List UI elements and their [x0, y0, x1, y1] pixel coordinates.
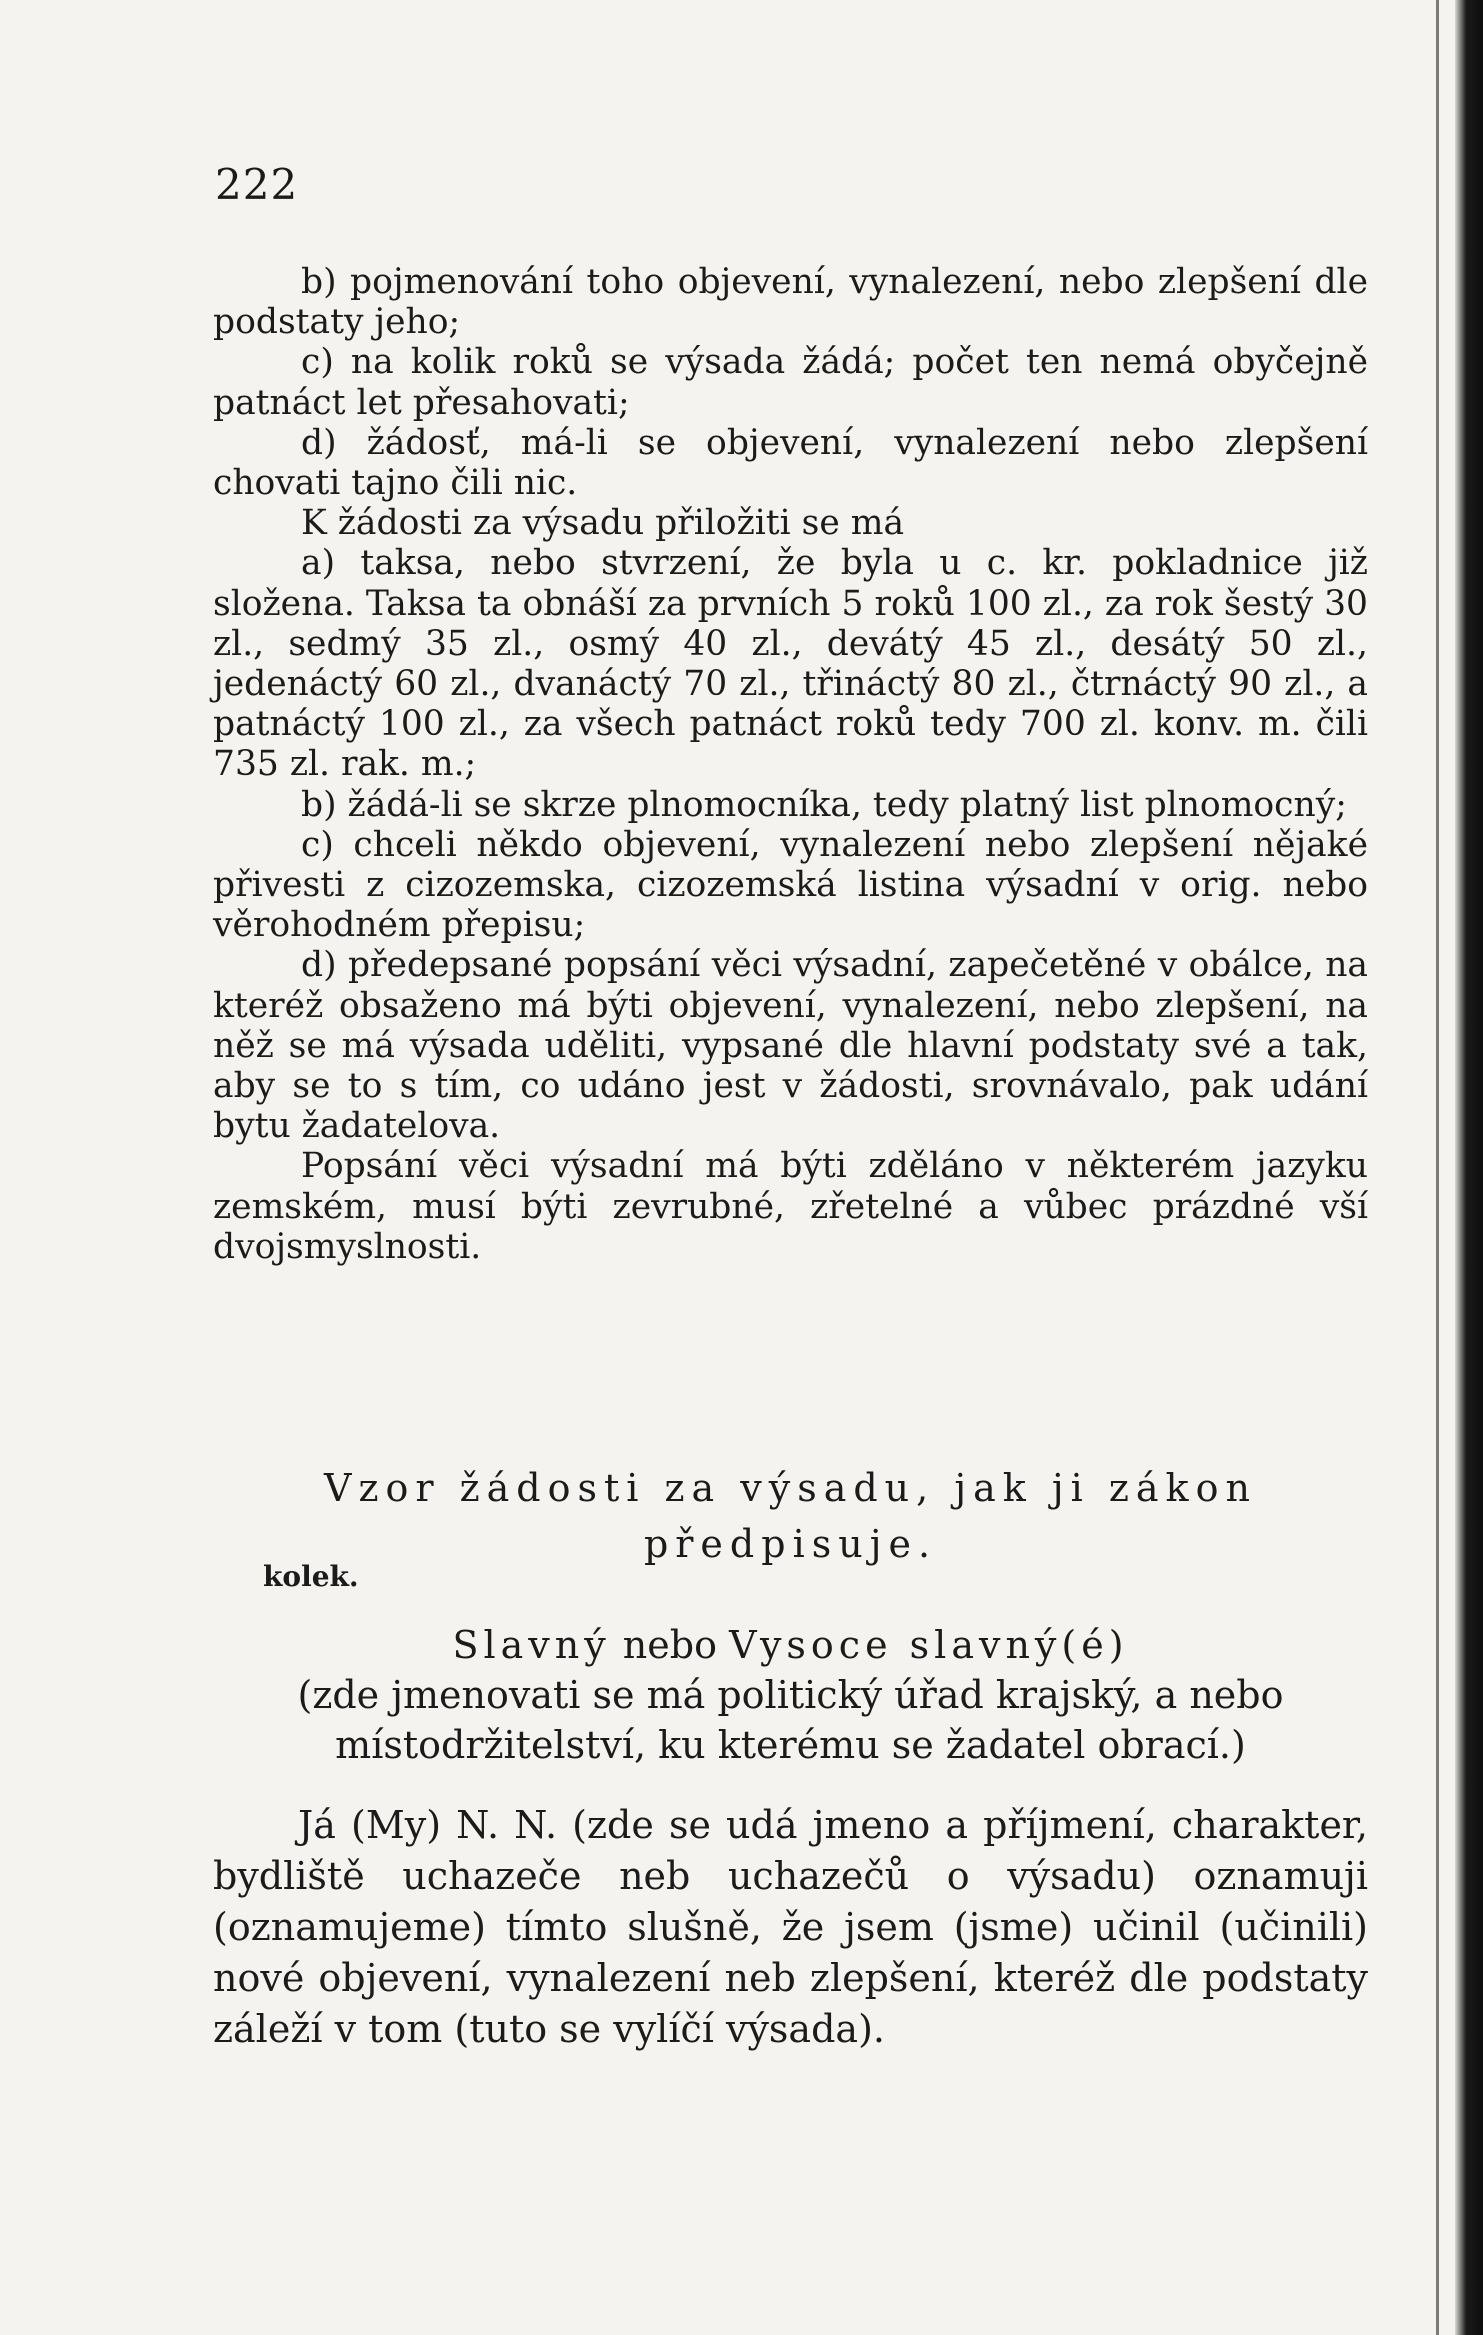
paragraph-attachments-intro: K žádosti za výsadu přiložiti se má — [301, 503, 905, 544]
stamp-label: kolek. — [263, 1560, 359, 1593]
paragraph-c-foreign: c) chceli někdo objevení, vynalezení nebo zlepšení nějaké přivesti z cizozemska, cizozemská listina výsadní v orig. nebo věrohodném přepisu; — [213, 824, 1368, 946]
page-edge-line — [1436, 0, 1439, 2335]
salutation-line-1 — [213, 1620, 1368, 1670]
paragraph-b-power-of-attorney: b) žádá-li se skrze plnomocníka, tedy platný list plnomocný; — [301, 784, 1347, 825]
paragraph-a-fee: a) taksa, nebo stvrzení, že byla u c. kr. pokladnice již složena. Taksa ta obnáší za prvních 5 roků 100 zl., za rok šestý 30 zl., sedmý 35 zl., osmý 40 zl., devátý 45 zl., desátý 50 zl., jedenáctý 60 zl., dvanáctý 70 zl., třináctý 80 zl., čtrnáctý 90 zl., a patnáctý 100 zl., za všech patnáct roků tedy 700 zl. konv. m. čili 735 zl. rak. m.; — [213, 543, 1368, 785]
paragraph-d: d) žádosť, má-li se objevení, vynalezení nebo zlepšení chovati tajno čili nic. — [213, 422, 1368, 504]
paragraph-d-description: d) předepsané popsání věci výsadní, zapečetěné v obálce, na kteréž obsaženo má býti objevení, vynalezení, nebo zlepšení, na něž se má výsada uděliti, vypsané dle hlavní podstaty své a tak, aby se to s tím, co udáno jest v žádosti, srovnávalo, pak udání bytu žadatelova. — [213, 945, 1368, 1147]
paragraph-c: c) na kolik roků se výsada žádá; počet ten nemá obyčejně patnáct let přesahovati; — [213, 342, 1368, 423]
text-block — [213, 262, 1368, 1267]
paragraph-b: b) pojmenování toho objevení, vynalezení, nebo zlepšení dle podstaty jeho; — [213, 262, 1368, 343]
page-number: 222 — [215, 160, 299, 209]
salutation-line-2: (zde jmenovati se má politický úřad krajský, a nebo místodržitelství, ku kterému se žadatel obrací.) — [297, 1673, 1284, 1767]
paragraph-language: Popsání věci výsadní má býti zděláno v některém jazyku zemském, musí býti zevrubné, zřetelné a vůbec prázdné vší dvojsmyslnosti. — [213, 1146, 1368, 1267]
salutation — [213, 1620, 1368, 1770]
salutation-nebo: nebo — [622, 1623, 717, 1667]
form-heading — [213, 1460, 1368, 1593]
form-body — [213, 1800, 1368, 2055]
salutation-slavny: Slavný — [452, 1623, 611, 1667]
salutation-vysoce-slavny: Vysoce slavný(é) — [729, 1623, 1129, 1667]
scan-edge-shadow — [1455, 0, 1483, 2335]
form-body-paragraph: Já (My) N. N. (zde se udá jmeno a příjmení, charakter, bydliště uchazeče neb uchazečů o výsadu) oznamuji (oznamujeme) tímto slušně, že jsem (jsme) učinil (učinili) nové objevení, vynalezení neb zlepšení, kteréž dle podstaty záleží v tom (tuto se vylíčí výsada). — [213, 1803, 1368, 2051]
form-title: Vzor žádosti za výsadu, jak ji zákon předpisuje. — [324, 1466, 1257, 1566]
